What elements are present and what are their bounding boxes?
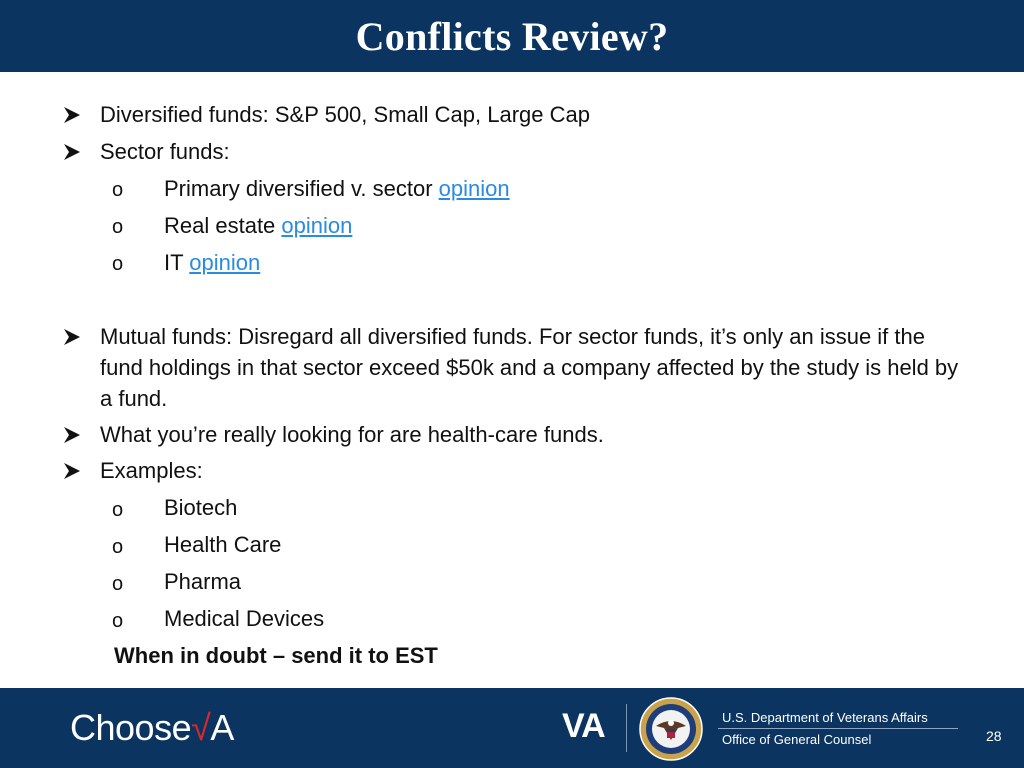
choose-va-logo [70,706,234,750]
sub-bullet-marker: o [112,179,124,201]
arrow-bullet-icon [62,142,82,162]
list-item: Pharma [164,569,242,594]
arrow-bullet-icon [62,461,82,481]
sub-bullet-marker: o [112,216,124,238]
list-item: Medical Devices [164,606,325,631]
opinion-link[interactable]: opinion [438,176,510,201]
sub-bullet-marker: o [112,499,124,521]
opinion-link[interactable]: opinion [189,250,261,275]
sub-bullet-marker: o [112,536,124,558]
bullet-examples: Examples: [100,458,203,483]
choose-va-logo-suffix: A [210,707,234,748]
list-item [164,248,260,278]
list-item [164,174,510,204]
arrow-bullet-icon [62,105,82,125]
arrow-bullet-icon [62,425,82,445]
choose-va-logo-text: Choose [70,707,192,748]
slide-title: Conflicts Review? [355,13,669,59]
list-item: Health Care [164,532,282,557]
list-item [164,211,352,241]
department-rule [718,728,958,729]
list-item: Biotech [164,495,238,520]
footer-bar [0,688,1024,768]
doubt-note: When in doubt – send it to EST [114,643,438,668]
sub-bullet-marker: o [112,573,124,595]
page-number: 28 [986,728,1002,744]
bullet-mutual-funds: Mutual funds: Disregard all diversified funds. For sector funds, it’s only an issue if the fund holdings in that sector exceed $50k and a company affected by the study is held by a fund. [100,324,959,411]
title-bar [0,0,1024,72]
check-mark-icon: √ [191,707,211,748]
arrow-bullet-icon [62,327,82,347]
footer-divider [626,704,627,752]
department-name: U.S. Department of Veterans Affairs [722,710,928,725]
list-item-text: Real estate [164,213,282,238]
bullet-diversified: Diversified funds: S&P 500, Small Cap, Large Cap [100,102,590,127]
va-seal-icon [638,696,704,762]
va-logo: VA [562,707,605,745]
office-name: Office of General Counsel [722,732,872,747]
sub-bullet-marker: o [112,610,124,632]
list-item-text: IT [164,250,190,275]
list-item-text: Primary diversified v. sector [164,176,439,201]
opinion-link[interactable]: opinion [281,213,353,238]
bullet-sector: Sector funds: [100,139,230,164]
bullet-health-care-funds: What you’re really looking for are health-care funds. [100,422,604,447]
sub-bullet-marker: o [112,253,124,275]
